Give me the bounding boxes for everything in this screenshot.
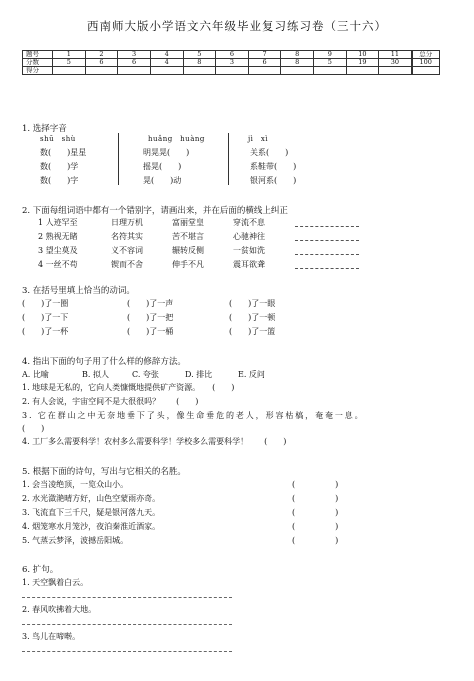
q5-item: 5. 气蒸云梦泽，波撼岳阳城。 [22, 536, 129, 545]
q2-word[interactable]: 穿流不息 [233, 218, 265, 227]
q2-word[interactable]: 一贫如洗 [233, 246, 265, 255]
q2-word[interactable]: 富丽堂皇 [172, 218, 204, 227]
q4-item[interactable]: 2. 有人会说，宇宙空间不是大很很吗？ ( ) [22, 397, 199, 406]
q5-item: 3. 飞流直下三千尺，疑是银河落九天。 [22, 508, 161, 517]
score-cell: 5 [183, 51, 216, 59]
q3-item[interactable]: ( )了一篮 [229, 327, 276, 336]
q2-word[interactable]: 日理万机 [111, 218, 143, 227]
q2-word[interactable]: 3 望尘莫及 [38, 246, 78, 255]
q3-item[interactable]: ( )了一顿 [229, 313, 276, 322]
q1-item[interactable]: 明晃晃( ) [143, 148, 190, 157]
score-cell: 8 [281, 51, 314, 59]
score-row-points [23, 59, 440, 67]
q2-word[interactable]: 名符其实 [111, 232, 143, 241]
score-cell: 总分 [412, 51, 440, 59]
score-row-earned [23, 67, 440, 75]
q3-item[interactable]: ( )了一声 [127, 299, 174, 308]
q4-item[interactable]: 3. 它在群山之中无奈地垂下了头，像生命垂危的老人，形容枯槁，奄奄一息。 [22, 411, 365, 420]
q1-item[interactable]: 银河系( ) [250, 176, 297, 185]
score-cell: 6 [248, 59, 281, 67]
q2-word[interactable]: 4 一丝不苟 [38, 260, 78, 269]
q5-answer[interactable]: ( ) [292, 508, 339, 517]
q1-item[interactable]: 晃( )动 [143, 176, 182, 185]
q2-word[interactable]: 震耳欲聋 [233, 260, 265, 269]
option-e: E. 反问 [238, 370, 265, 379]
score-cell: 5 [314, 59, 347, 67]
q4-answer-paren[interactable]: ( ) [22, 424, 45, 433]
score-cell[interactable] [118, 67, 151, 75]
q5-item: 2. 水光潋滟晴方好，山色空蒙雨亦奇。 [22, 494, 161, 503]
q5-answer[interactable]: ( ) [292, 536, 339, 545]
page-title: 西南师大版小学语文六年级毕业复习练习卷（三十六） [87, 19, 387, 33]
q4-item[interactable]: 4. 工厂多么需要科学！农村多么需要科学！学校多么需要科学！ ( ) [22, 437, 287, 446]
option-b: B. 拟人 [82, 370, 109, 379]
q1-item[interactable]: 关系( ) [250, 148, 289, 157]
score-cell: 3 [216, 59, 249, 67]
q2-word[interactable]: 苦不堪言 [172, 232, 204, 241]
q6-heading: 6. 扩句。 [22, 565, 59, 575]
answer-line[interactable] [295, 240, 359, 241]
score-cell[interactable] [248, 67, 281, 75]
q6-item: 1. 天空飘着白云。 [22, 578, 89, 587]
q6-item: 3. 鸟儿在啼啭。 [22, 632, 81, 641]
answer-line[interactable] [22, 597, 232, 598]
score-cell: 3 [118, 51, 151, 59]
q3-heading: 3. 在括号里填上恰当的动词。 [22, 286, 135, 296]
score-cell: 10 [346, 51, 379, 59]
score-cell: 11 [379, 51, 412, 59]
q3-item[interactable]: ( )了一把 [127, 313, 174, 322]
q5-item: 4. 烟笼寒水月笼沙，夜泊秦淮近酒家。 [22, 522, 161, 531]
score-cell[interactable] [379, 67, 412, 75]
q2-word[interactable]: 义不容词 [111, 246, 143, 255]
score-cell: 8 [281, 59, 314, 67]
q5-answer[interactable]: ( ) [292, 494, 339, 503]
score-cell[interactable] [412, 67, 440, 75]
score-cell[interactable] [281, 67, 314, 75]
answer-line[interactable] [295, 226, 359, 227]
q4-item[interactable]: 1. 地球是无私的，它向人类慷慨地提供矿产资源。 ( ) [22, 383, 235, 392]
score-cell[interactable] [53, 67, 86, 75]
q3-item[interactable]: ( )了一眼 [229, 299, 276, 308]
score-cell[interactable] [216, 67, 249, 75]
q2-word[interactable]: 辗转反侧 [172, 246, 204, 255]
score-cell: 8 [183, 59, 216, 67]
q3-item[interactable]: ( )了一圈 [22, 299, 69, 308]
q2-word[interactable]: 伸手不凡 [172, 260, 204, 269]
option-d: D. 排比 [185, 370, 213, 379]
q1-heading: 1. 选择字音 [22, 124, 67, 134]
score-cell: 30 [379, 59, 412, 67]
score-cell: 题号 [23, 51, 53, 59]
answer-line[interactable] [295, 268, 359, 269]
q2-heading: 2. 下面每组词语中都有一个错别字，请画出来，并在后面的横线上纠正 [22, 206, 288, 216]
answer-line[interactable] [295, 254, 359, 255]
q1-item[interactable]: 摇晃( ) [143, 162, 182, 171]
score-cell: 9 [314, 51, 347, 59]
pinyin-shu: shū shù [40, 135, 76, 143]
score-cell[interactable] [85, 67, 118, 75]
score-cell: 100 [412, 59, 440, 67]
q2-word[interactable]: 1 人迹罕至 [38, 218, 78, 227]
q5-item: 1. 会当凌绝顶，一览众山小。 [22, 480, 129, 489]
score-cell: 2 [85, 51, 118, 59]
q3-item[interactable]: ( )了一桶 [127, 327, 174, 336]
q6-item: 2. 春风吹拂着大地。 [22, 605, 97, 614]
q3-item[interactable]: ( )了一下 [22, 313, 69, 322]
score-cell[interactable] [150, 67, 183, 75]
score-cell[interactable] [346, 67, 379, 75]
q2-word[interactable]: 2 熟视无睹 [38, 232, 78, 241]
score-cell[interactable] [314, 67, 347, 75]
score-cell: 6 [118, 59, 151, 67]
q1-item[interactable]: 数( )学 [40, 162, 79, 171]
pinyin-ji: jì xì [248, 135, 269, 143]
q5-answer[interactable]: ( ) [292, 480, 339, 489]
score-cell: 19 [346, 59, 379, 67]
q1-item[interactable]: 数( )字 [40, 176, 79, 185]
score-cell: 分数 [23, 59, 53, 67]
option-c: C. 夸张 [132, 370, 159, 379]
score-table [22, 50, 440, 75]
q1-item[interactable]: 系鞋带( ) [250, 162, 297, 171]
score-cell[interactable] [183, 67, 216, 75]
column-divider [228, 133, 229, 185]
score-cell: 6 [85, 59, 118, 67]
pinyin-huang: huǎng huàng [148, 135, 205, 143]
score-cell: 7 [248, 51, 281, 59]
q5-answer[interactable]: ( ) [292, 522, 339, 531]
score-cell: 1 [53, 51, 86, 59]
q2-word[interactable]: 锲而不舍 [111, 260, 143, 269]
score-cell: 6 [216, 51, 249, 59]
q2-word[interactable]: 心驰神往 [233, 232, 265, 241]
score-cell: 5 [53, 59, 86, 67]
option-a: A. 比喻 [22, 370, 49, 379]
score-cell: 得分 [23, 67, 53, 75]
q1-item[interactable]: 数( )星星 [40, 148, 87, 157]
q4-heading: 4. 指出下面的句子用了什么样的修辞方法。 [22, 357, 186, 367]
score-cell: 4 [150, 51, 183, 59]
answer-line[interactable] [22, 624, 232, 625]
score-cell: 4 [150, 59, 183, 67]
q3-item[interactable]: ( )了一杯 [22, 327, 69, 336]
q5-heading: 5. 根据下面的诗句，写出与它相关的名胜。 [22, 467, 186, 477]
column-divider [118, 133, 119, 185]
answer-line[interactable] [22, 651, 232, 652]
